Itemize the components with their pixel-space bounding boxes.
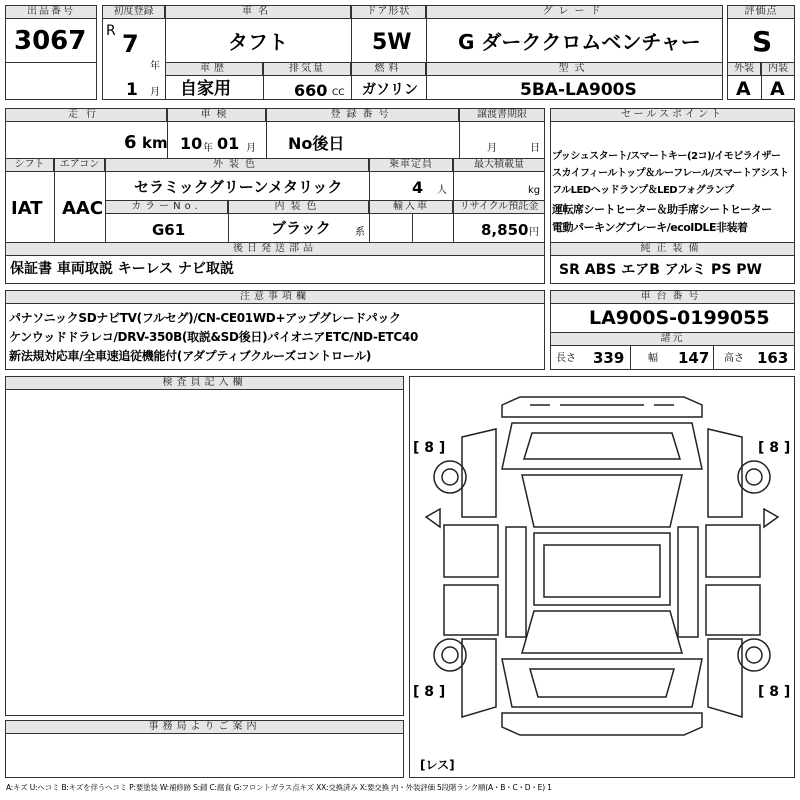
right-rear-door (706, 585, 760, 635)
tire-fl-depth: [ 8 ] (413, 440, 446, 456)
tire-fr-depth: [ 8 ] (758, 440, 791, 456)
wheel-fr (738, 461, 770, 493)
legend: A:キズ U:ヘコミ B:キズを伴うヘコミ P:要塗装 W:補修跡 S:錆 C:腐食 G:フロントガラス点キズ XX:交換済み X:要交換 内・外装評価 5段階ランク順(A・B・C・D・E) 1 (6, 783, 552, 792)
later-parts: 保証書 車両取説 キーレス ナビ取説 (10, 261, 234, 277)
damage-diagram (409, 376, 795, 778)
roof (534, 533, 670, 605)
left-front-door (444, 525, 498, 577)
tire-rr-depth: [ 8 ] (758, 684, 791, 700)
front-bumper (502, 397, 702, 417)
door-type: 5W (372, 30, 412, 55)
rear-window (522, 611, 682, 653)
left-front-fender (462, 429, 496, 517)
spare-tire: [レス] (420, 758, 455, 772)
wheel-rr (738, 639, 770, 671)
rear-bumper (502, 713, 702, 735)
chassis-number: LA900S-0199055 (589, 307, 770, 329)
model-code: 5BA-LA900S (520, 80, 637, 100)
car-name: タフト (228, 30, 288, 54)
right-front-fender (708, 429, 742, 517)
car-diagram-svg (410, 377, 794, 777)
left-rear-door (444, 585, 498, 635)
lot-number: 3067 (14, 26, 87, 56)
score: S (752, 25, 773, 58)
tire-rl-depth: [ 8 ] (413, 684, 446, 700)
details-box (5, 108, 545, 284)
hood (502, 423, 702, 469)
right-front-door (706, 525, 760, 577)
inspector-box (5, 376, 404, 716)
lot-label: 出品番号 (5, 5, 97, 19)
wheel-fl (434, 461, 466, 493)
tailgate (502, 659, 702, 707)
grade: G ダーククロムベンチャー (458, 30, 701, 54)
right-rear-fender (708, 639, 742, 717)
sales-box (550, 108, 795, 284)
left-rear-fender (462, 639, 496, 717)
windshield (522, 475, 682, 527)
wheel-rl (434, 639, 466, 671)
